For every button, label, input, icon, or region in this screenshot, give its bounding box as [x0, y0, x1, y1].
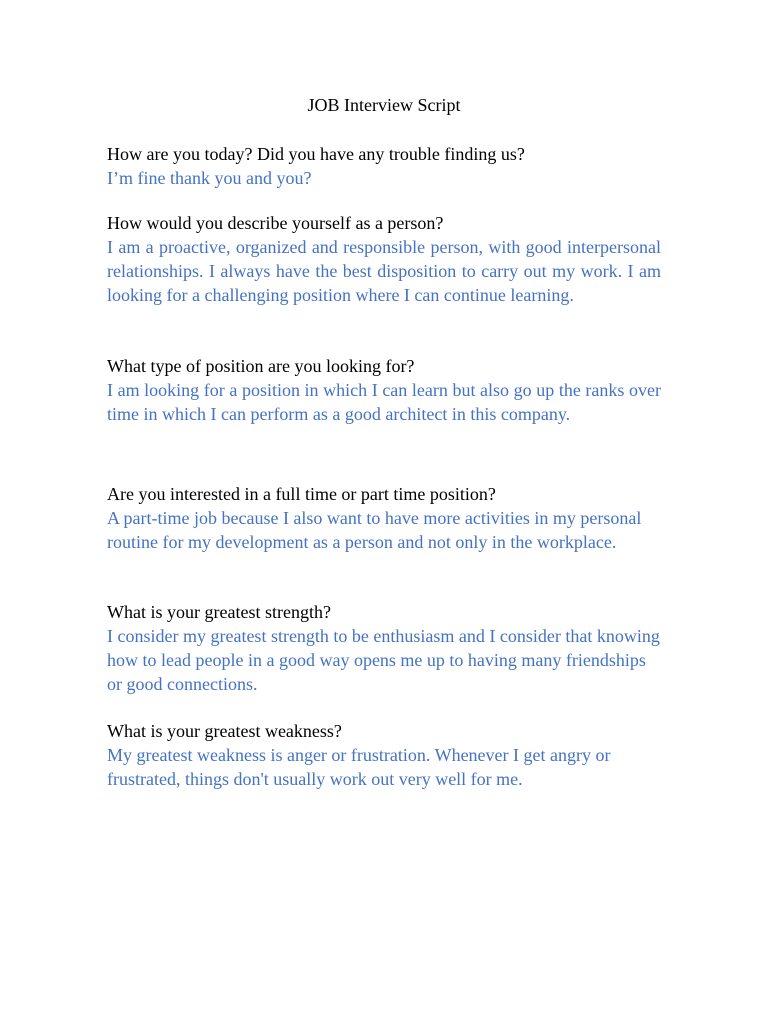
question-text: What type of position are you looking for?	[107, 356, 415, 376]
qa-block	[107, 354, 661, 426]
qa-block	[107, 142, 661, 190]
question-text: Are you interested in a full time or part time position?	[107, 484, 496, 504]
question-text: What is your greatest weakness?	[107, 721, 342, 741]
answer-text: I am a proactive, organized and responsible person, with good interpersonal relationships. I always have the best disposition to carry out my work. I am looking for a challenging position where I can continue learning.	[107, 237, 661, 305]
document-title: JOB Interview Script	[307, 95, 461, 115]
answer-text: I’m fine thank you and you?	[107, 168, 312, 188]
qa-block	[107, 600, 661, 696]
question-text: How are you today? Did you have any trouble finding us?	[107, 144, 525, 164]
answer-text: My greatest weakness is anger or frustration. Whenever I get angry or frustrated, things don't usually work out very well for me.	[107, 745, 611, 789]
answer-text: I am looking for a position in which I can learn but also go up the ranks over time in which I can perform as a good architect in this company.	[107, 380, 661, 424]
answer-text: A part-time job because I also want to have more activities in my personal routine for my development as a person and not only in the workplace.	[107, 508, 642, 552]
qa-block	[107, 482, 661, 554]
qa-block	[107, 211, 661, 307]
question-text: How would you describe yourself as a person?	[107, 213, 444, 233]
answer-text: I consider my greatest strength to be enthusiasm and I consider that knowing how to lead people in a good way opens me up to having many friendships or good connections.	[107, 626, 660, 694]
qa-block	[107, 719, 661, 791]
question-text: What is your greatest strength?	[107, 602, 331, 622]
